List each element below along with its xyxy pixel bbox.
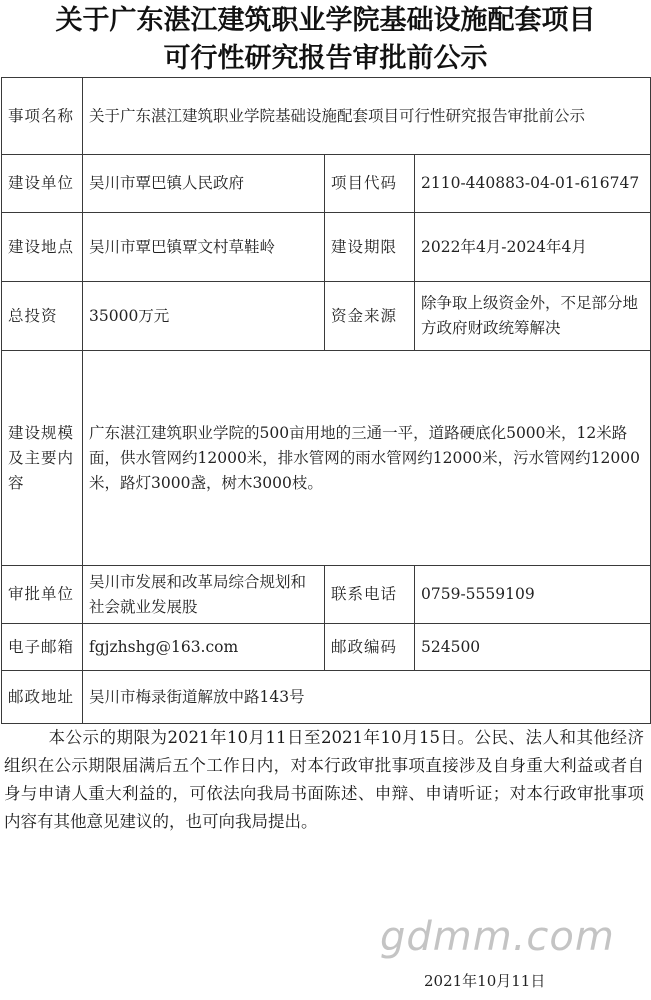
row-email [2,624,651,671]
row-build-site [2,213,651,282]
info-table [1,77,651,724]
publish-date: 2021年10月11日 [424,972,546,990]
label-fund-source: 资金来源 [325,282,415,351]
row-build-unit [2,155,651,213]
value-total-investment: 35000万元 [83,282,325,351]
label-address: 邮政地址 [2,671,83,724]
label-build-unit: 建设单位 [2,155,83,213]
row-investment [2,282,651,351]
row-approval-unit [2,566,651,624]
label-total-investment: 总投资 [2,282,83,351]
notice-text: 本公示的期限为2021年10月11日至2021年10月15日。公民、法人和其他经济组织在公示期限届满后五个工作日内，对本行政审批事项直接涉及自身重大利益或者自身与申请人重大利益的，可依法向我局书面陈述、申辩、申请听证；对本行政审批事项内容有其他意见建议的，也可向我局提出。 [4,728,644,831]
label-phone: 联系电话 [325,566,415,624]
label-item-name: 事项名称 [2,78,83,155]
title-line-2: 可行性研究报告审批前公示 [163,43,488,74]
value-postcode: 524500 [415,624,651,671]
value-phone: 0759-5559109 [415,566,651,624]
value-fund-source: 除争取上级资金外，不足部分地方政府财政统筹解决 [415,282,651,351]
label-email: 电子邮箱 [2,624,83,671]
label-postcode: 邮政编码 [325,624,415,671]
label-build-site: 建设地点 [2,213,83,282]
value-address: 吴川市梅录街道解放中路143号 [83,671,651,724]
value-project-code: 2110-440883-04-01-616747 [415,155,651,213]
label-project-code: 项目代码 [325,155,415,213]
value-scale-content: 广东湛江建筑职业学院的500亩用地的三通一平，道路硬底化5000米，12米路面，供水管网约12000米，排水管网的雨水管网约12000米，污水管网约12000米，路灯3000盏，树木3000枝。 [83,351,651,566]
notice-paragraph [0,724,644,836]
title-line-1: 关于广东湛江建筑职业学院基础设施配套项目 [55,5,596,36]
value-build-period: 2022年4月-2024年4月 [415,213,651,282]
row-scale-content [2,351,651,566]
value-item-name: 关于广东湛江建筑职业学院基础设施配套项目可行性研究报告审批前公示 [83,78,651,155]
label-approval-unit: 审批单位 [2,566,83,624]
label-build-period: 建设期限 [325,213,415,282]
value-build-site: 吴川市覃巴镇覃文村草鞋岭 [83,213,325,282]
value-build-unit: 吴川市覃巴镇人民政府 [83,155,325,213]
value-email: fgjzhshg@163.com [83,624,325,671]
row-item-name [2,78,651,155]
value-approval-unit: 吴川市发展和改革局综合规划和社会就业发展股 [83,566,325,624]
row-address [2,671,651,724]
site-watermark: gdmm.com [380,914,615,960]
label-scale-content: 建设规模及主要内容 [2,351,83,566]
page-title [0,2,651,78]
